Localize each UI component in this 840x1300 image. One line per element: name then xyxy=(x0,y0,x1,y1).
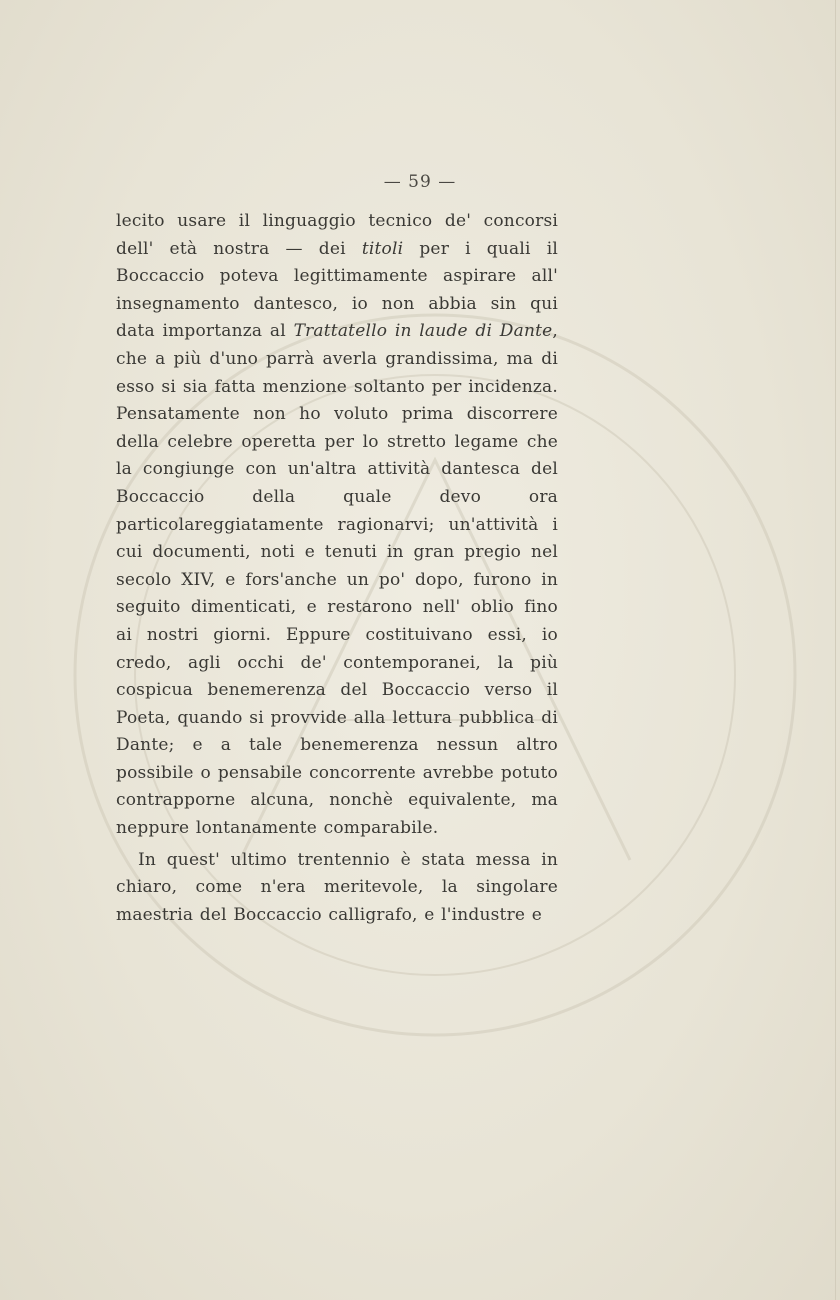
italic-text: Trattatello in laude di Dante xyxy=(293,321,553,342)
page-edge xyxy=(835,0,836,1300)
text-run: , che a più d'uno parrà averla grandissima, ma di esso si sia fatta menzione soltanto per incidenza. Pensatamente non ho voluto prima discorrere della celebre operetta per lo stretto legame che la congiunge con un'altra attività dantesca del Boccaccio della quale devo ora particolareggiatamente ragionarvi; un'attività i cui documenti, noti e tenuti in gran pregio nel secolo XIV, e fors'anche un po' dopo, furono in seguito dimenticati, e restarono nell' oblio fino ai nostri giorni. Eppure costituivano essi, io credo, agli occhi de' contemporanei, la più cospicua benemerenza del Boccaccio verso il Poeta, quando si provvide alla lettura pubblica di Dante; e a tale benemerenza nessun altro possibile o pensabile concorrente avrebbe potuto contrapporne alcuna, nonchè equivalente, ma neppure lontanamente comparabile. xyxy=(116,321,558,839)
page-number: — 59 — xyxy=(383,172,457,192)
paragraph xyxy=(116,847,558,930)
paragraph xyxy=(116,208,558,843)
text-run: lecito usare il linguaggio tecnico de' concorsi dell' età nostra — dei xyxy=(116,211,558,259)
text-run: per i quali il Boccaccio poteva legittimamente aspirare all' insegnamento dantesco, io non abbia sin qui data importanza al xyxy=(116,238,558,342)
italic-text: titoli xyxy=(361,238,404,259)
body-text xyxy=(116,208,558,929)
text-run: In quest' ultimo trentennio è stata messa in chiaro, come n'era meritevole, la singolare maestria del Boccaccio calligrafo, e l'industre e xyxy=(116,849,558,925)
